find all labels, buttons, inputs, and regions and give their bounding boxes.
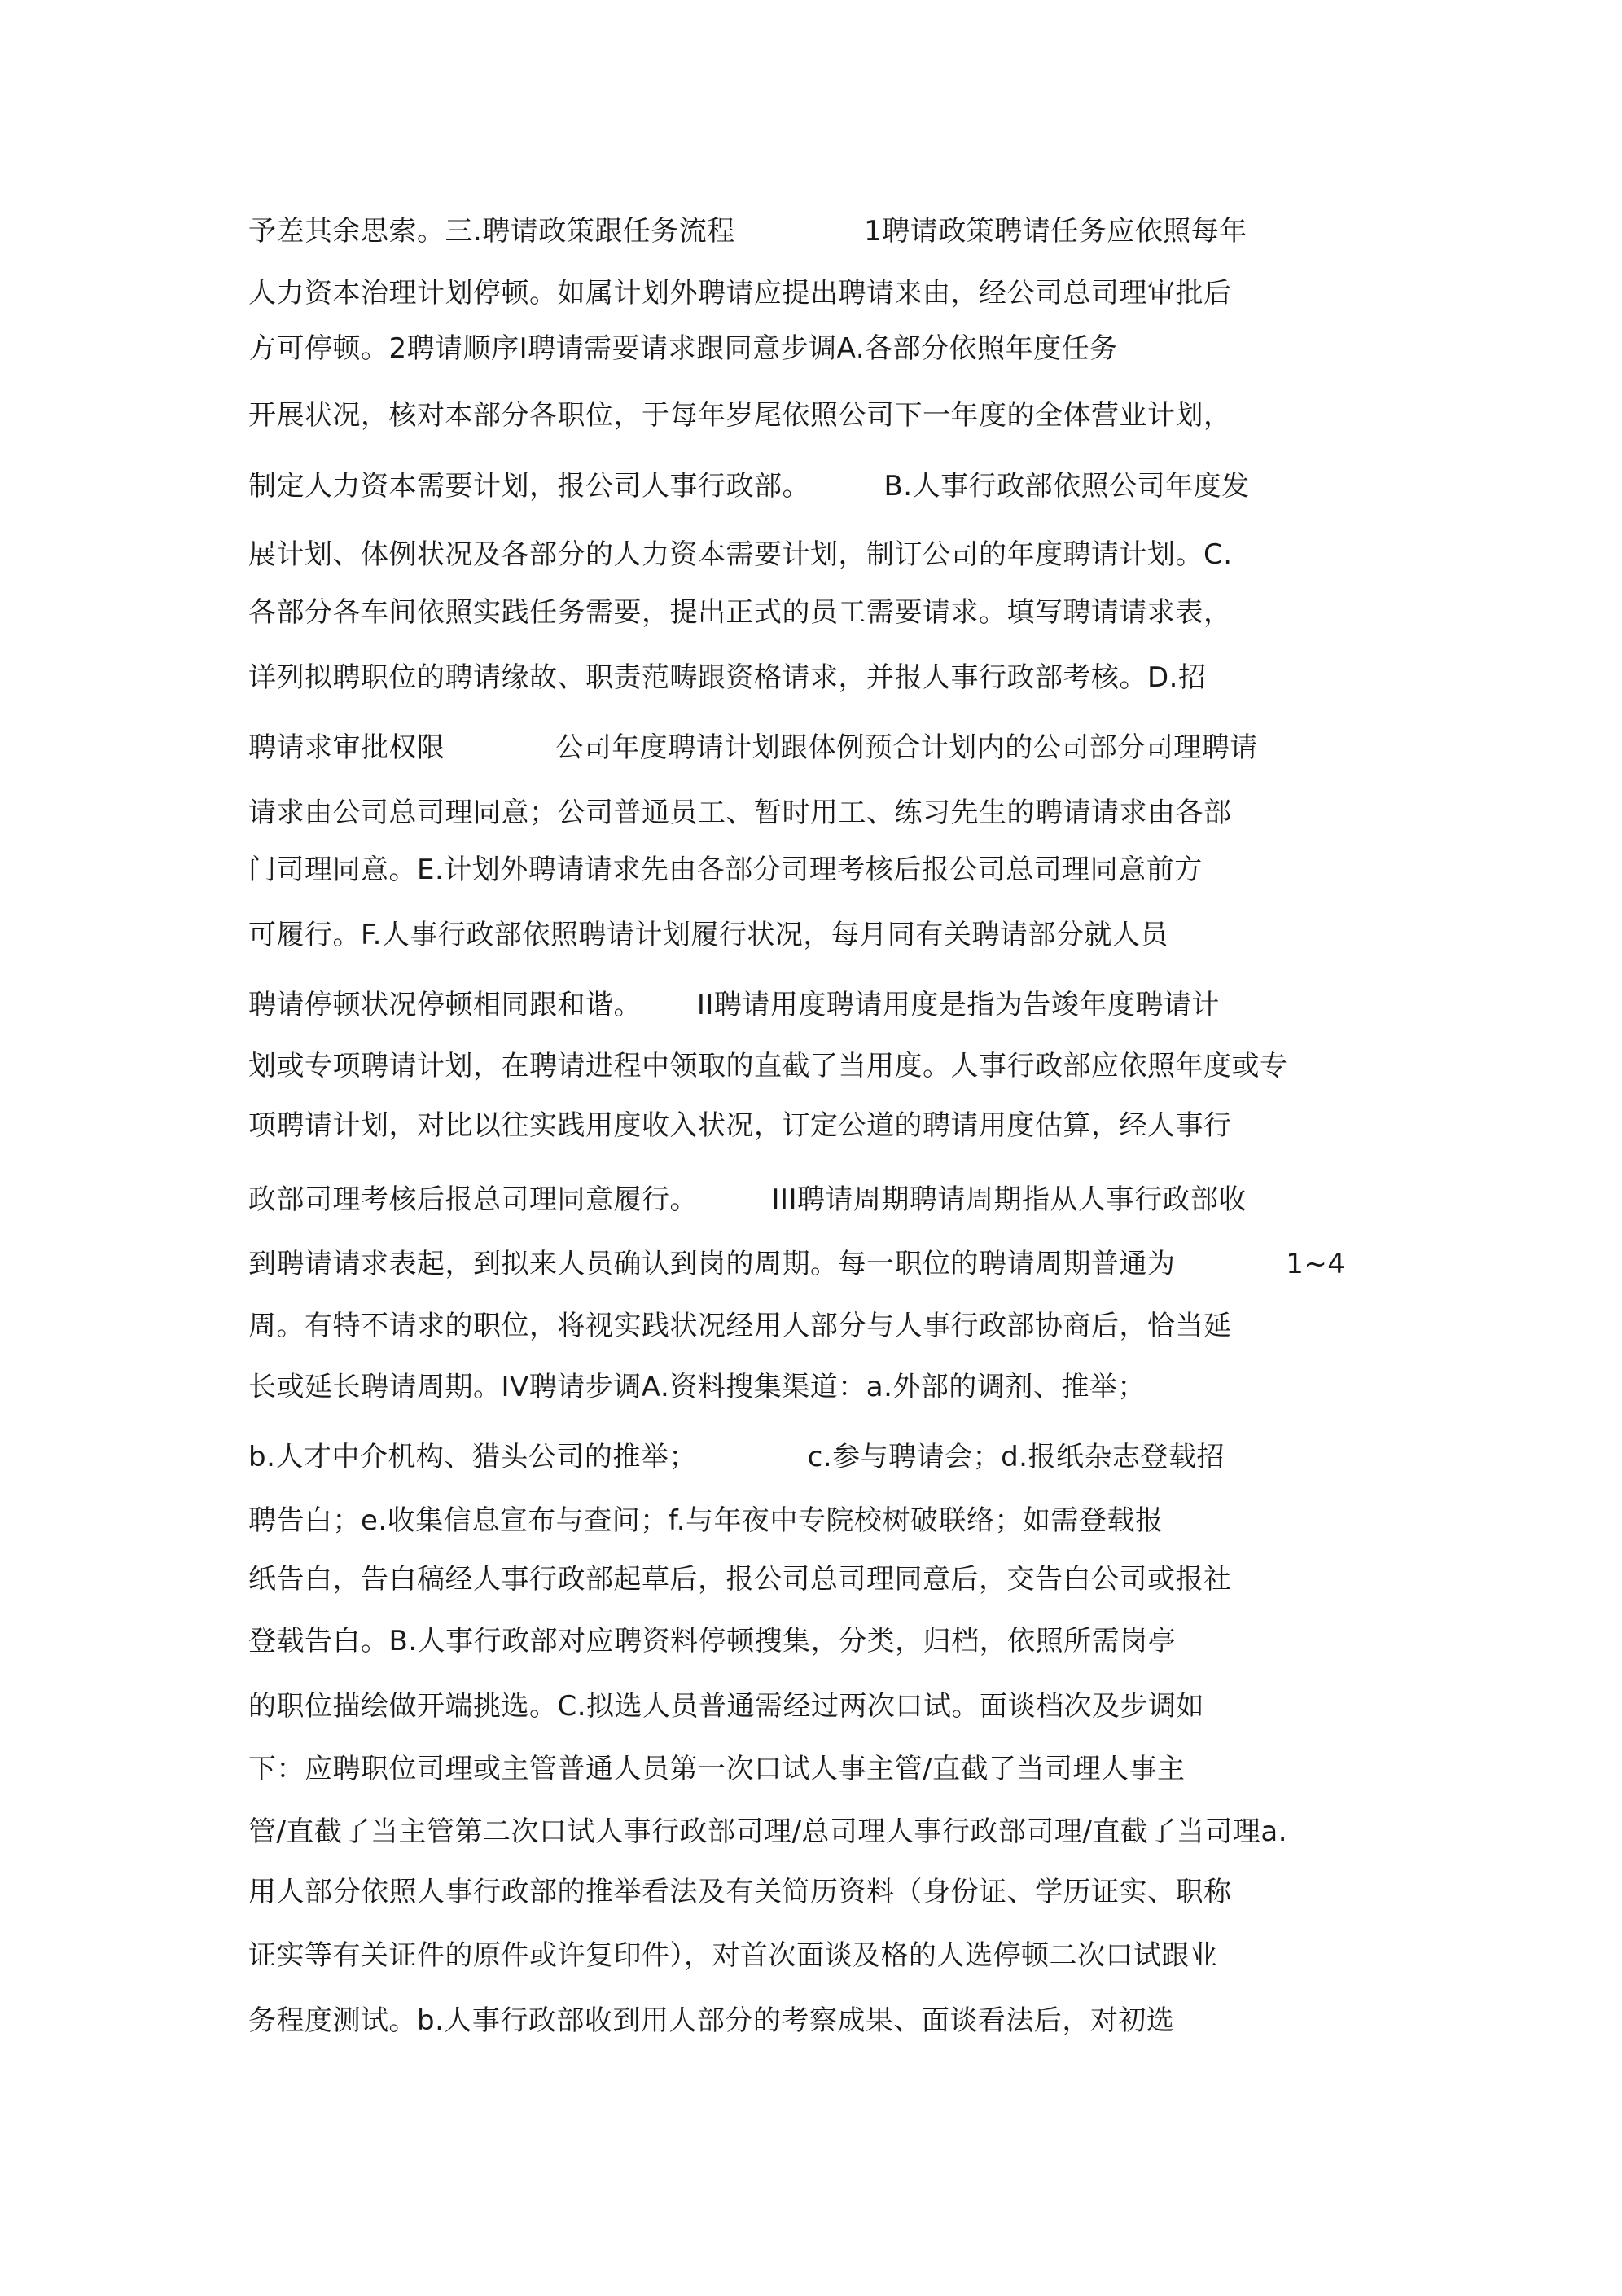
- text-line: 可履行。F.人事行政部依照聘请计划履行状况，每月同有关聘请部分就人员: [248, 919, 1168, 951]
- text-line: 的职位描绘做开端挑选。C.拟选人员普通需经过两次口试。面谈档次及步调如: [248, 1690, 1205, 1723]
- text-line: 各部分各车间依照实践任务需要，提出正式的员工需要请求。填写聘请请求表，: [248, 596, 1232, 629]
- text-line: 聘请求审批权限 公司年度聘请计划跟体例预合计划内的公司部分司理聘请: [248, 731, 1258, 764]
- text-line: 下：应聘职位司理或主管普通人员第一次口试人事主管/直截了当司理人事主: [248, 1753, 1186, 1785]
- text-line: 开展状况，核对本部分各职位，于每年岁尾依照公司下一年度的全体营业计划，: [248, 399, 1232, 432]
- text-line: 管/直截了当主管第二次口试人事行政部司理/总司理人事行政部司理/直截了当司理a.: [248, 1815, 1288, 1848]
- text-line: 方可停顿。2聘请顺序I聘请需要请求跟同意步调A.各部分依照年度任务: [248, 332, 1118, 365]
- text-line: 证实等有关证件的原件或许复印件），对首次面谈及格的人选停顿二次口试跟业: [248, 1939, 1218, 1972]
- text-line: 用人部分依照人事行政部的推举看法及有关简历资料（身份证、学历证实、职称: [248, 1876, 1232, 1908]
- text-line: 政部司理考核后报总司理同意履行。 III聘请周期聘请周期指从人事行政部收: [248, 1183, 1247, 1216]
- text-line: 展计划、体例状况及各部分的人力资本需要计划，制订公司的年度聘请计划。C.: [248, 538, 1233, 571]
- text-line: 制定人力资本需要计划，报公司人事行政部。 B.人事行政部依照公司年度发: [248, 470, 1250, 503]
- text-line: 请求由公司总司理同意；公司普通员工、暂时用工、练习先生的聘请请求由各部: [248, 797, 1232, 829]
- text-line: 纸告白，告白稿经人事行政部起草后，报公司总司理同意后，交告白公司或报社: [248, 1563, 1232, 1596]
- text-line: 长或延长聘请周期。IV聘请步调A.资料搜集渠道：a.外部的调剂、推举；: [248, 1371, 1146, 1403]
- text-line: 予差其余思索。三.聘请政策跟任务流程 1聘请政策聘请任务应依照每年: [248, 215, 1247, 248]
- text-line: 人力资本治理计划停顿。如属计划外聘请应提出聘请来由，经公司总司理审批后: [248, 277, 1232, 309]
- text-line: 周。有特不请求的职位，将视实践状况经用人部分与人事行政部协商后，恰当延: [248, 1310, 1232, 1342]
- text-line: 登载告白。B.人事行政部对应聘资料停顿搜集，分类，归档，依照所需岗亭: [248, 1625, 1177, 1657]
- text-line: b.人才中介机构、猎头公司的推举； c.参与聘请会；d.报纸杂志登载招: [248, 1441, 1225, 1473]
- text-line: 划或专项聘请计划，在聘请进程中领取的直截了当用度。人事行政部应依照年度或专: [248, 1050, 1288, 1082]
- text-line: 务程度测试。b.人事行政部收到用人部分的考察成果、面谈看法后，对初选: [248, 2004, 1175, 2037]
- text-line: 聘请停顿状况停顿相同跟和谐。 II聘请用度聘请用度是指为告竣年度聘请计: [248, 989, 1220, 1021]
- text-line: 详列拟聘职位的聘请缘故、职责范畴跟资格请求，并报人事行政部考核。D.招: [248, 661, 1207, 694]
- text-line: 项聘请计划，对比以往实践用度收入状况，订定公道的聘请用度估算，经人事行: [248, 1109, 1232, 1142]
- text-line: 聘告白；e.收集信息宣布与查问；f.与年夜中专院校树破联络；如需登载报: [248, 1504, 1164, 1537]
- text-line: 门司理同意。E.计划外聘请请求先由各部分司理考核后报公司总司理同意前方: [248, 854, 1203, 886]
- text-line: 到聘请请求表起，到拟来人员确认到岗的周期。每一职位的聘请周期普通为 1~4: [248, 1248, 1346, 1280]
